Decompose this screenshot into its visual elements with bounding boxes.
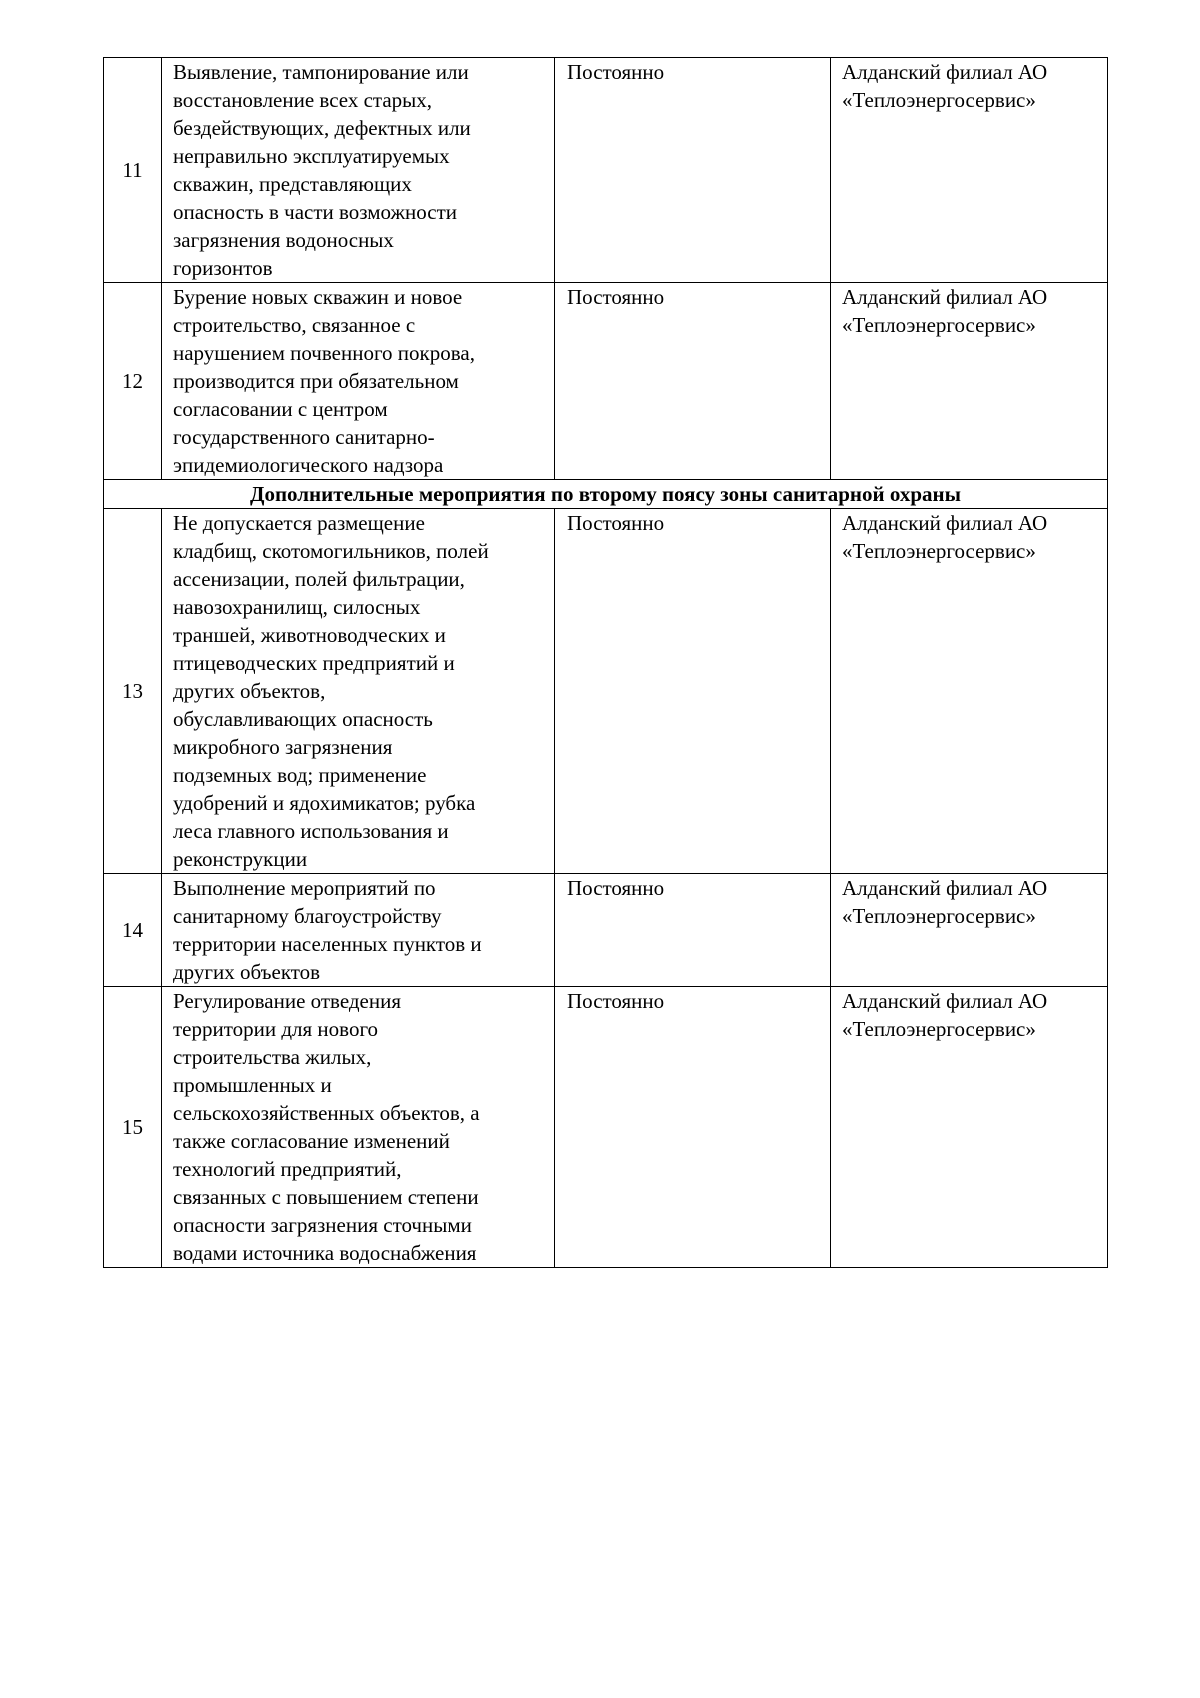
description-line: опасности загрязнения сточными: [173, 1213, 472, 1237]
responsible-line: «Теплоэнергосервис»: [842, 88, 1036, 112]
description-line: траншей, животноводческих и: [173, 623, 446, 647]
measures-table: [103, 57, 1108, 1268]
description-line: промышленных и: [173, 1073, 332, 1097]
description-line: навозохранилищ, силосных: [173, 595, 421, 619]
measure-description: [162, 58, 555, 283]
description-line: территории населенных пунктов и: [173, 932, 482, 956]
measure-period: Постоянно: [555, 874, 831, 987]
row-number: 12: [104, 283, 162, 480]
measure-description: [162, 874, 555, 987]
responsible-line: Алданский филиал АО: [842, 285, 1048, 309]
section-heading: Дополнительные мероприятия по второму поясу зоны санитарной охраны: [104, 480, 1108, 509]
measure-period: Постоянно: [555, 283, 831, 480]
description-line: восстановление всех старых,: [173, 88, 433, 112]
table-row: [104, 58, 1108, 283]
description-line: согласовании с центром: [173, 397, 388, 421]
description-line: ассенизации, полей фильтрации,: [173, 567, 465, 591]
description-line: санитарному благоустройству: [173, 904, 442, 928]
measure-responsible: [831, 987, 1108, 1268]
section-heading-row: [104, 480, 1108, 509]
description-line: Регулирование отведения: [173, 989, 402, 1013]
description-line: нарушением почвенного покрова,: [173, 341, 475, 365]
description-line: удобрений и ядохимикатов; рубка: [173, 791, 476, 815]
responsible-line: Алданский филиал АО: [842, 60, 1048, 84]
description-line: Выявление, тампонирование или: [173, 60, 469, 84]
measure-period: Постоянно: [555, 987, 831, 1268]
section-table-body: [104, 509, 1108, 1268]
description-line: загрязнения водоносных: [173, 228, 394, 252]
responsible-line: «Теплоэнергосервис»: [842, 904, 1036, 928]
description-line: других объектов,: [173, 679, 326, 703]
measure-period: Постоянно: [555, 509, 831, 874]
description-line: реконструкции: [173, 847, 308, 871]
description-line: производится при обязательном: [173, 369, 459, 393]
description-line: опасность в части возможности: [173, 200, 458, 224]
description-line: кладбищ, скотомогильников, полей: [173, 539, 489, 563]
table-row: [104, 987, 1108, 1268]
responsible-line: «Теплоэнергосервис»: [842, 313, 1036, 337]
description-line: микробного загрязнения: [173, 735, 393, 759]
description-line: Не допускается размещение: [173, 511, 425, 535]
description-line: птицеводческих предприятий и: [173, 651, 455, 675]
description-line: неправильно эксплуатируемых: [173, 144, 450, 168]
description-line: сельскохозяйственных объектов, а: [173, 1101, 480, 1125]
measures-table-body: [104, 58, 1108, 480]
measure-responsible: [831, 283, 1108, 480]
description-line: эпидемиологического надзора: [173, 453, 444, 477]
responsible-line: «Теплоэнергосервис»: [842, 539, 1036, 563]
description-line: Бурение новых скважин и новое: [173, 285, 463, 309]
description-line: Выполнение мероприятий по: [173, 876, 436, 900]
responsible-line: Алданский филиал АО: [842, 876, 1048, 900]
description-line: также согласование изменений: [173, 1129, 450, 1153]
responsible-line: Алданский филиал АО: [842, 989, 1048, 1013]
description-line: технологий предприятий,: [173, 1157, 402, 1181]
table-row: [104, 509, 1108, 874]
responsible-line: «Теплоэнергосервис»: [842, 1017, 1036, 1041]
description-line: государственного санитарно-: [173, 425, 435, 449]
row-number: 11: [104, 58, 162, 283]
description-line: леса главного использования и: [173, 819, 449, 843]
measure-period: Постоянно: [555, 58, 831, 283]
description-line: бездействующих, дефектных или: [173, 116, 471, 140]
responsible-line: Алданский филиал АО: [842, 511, 1048, 535]
measure-responsible: [831, 58, 1108, 283]
description-line: подземных вод; применение: [173, 763, 427, 787]
row-number: 13: [104, 509, 162, 874]
row-number: 14: [104, 874, 162, 987]
description-line: обуславливающих опасность: [173, 707, 433, 731]
measure-description: [162, 509, 555, 874]
description-line: связанных с повышением степени: [173, 1185, 479, 1209]
measure-responsible: [831, 509, 1108, 874]
section-heading-body: [104, 480, 1108, 509]
description-line: территории для нового: [173, 1017, 379, 1041]
description-line: строительства жилых,: [173, 1045, 372, 1069]
description-line: скважин, представляющих: [173, 172, 412, 196]
table-row: [104, 874, 1108, 987]
description-line: других объектов: [173, 960, 321, 984]
table-row: [104, 283, 1108, 480]
description-line: водами источника водоснабжения: [173, 1241, 477, 1265]
measure-description: [162, 987, 555, 1268]
row-number: 15: [104, 987, 162, 1268]
description-line: горизонтов: [173, 256, 273, 280]
measure-description: [162, 283, 555, 480]
description-line: строительство, связанное с: [173, 313, 416, 337]
measure-responsible: [831, 874, 1108, 987]
